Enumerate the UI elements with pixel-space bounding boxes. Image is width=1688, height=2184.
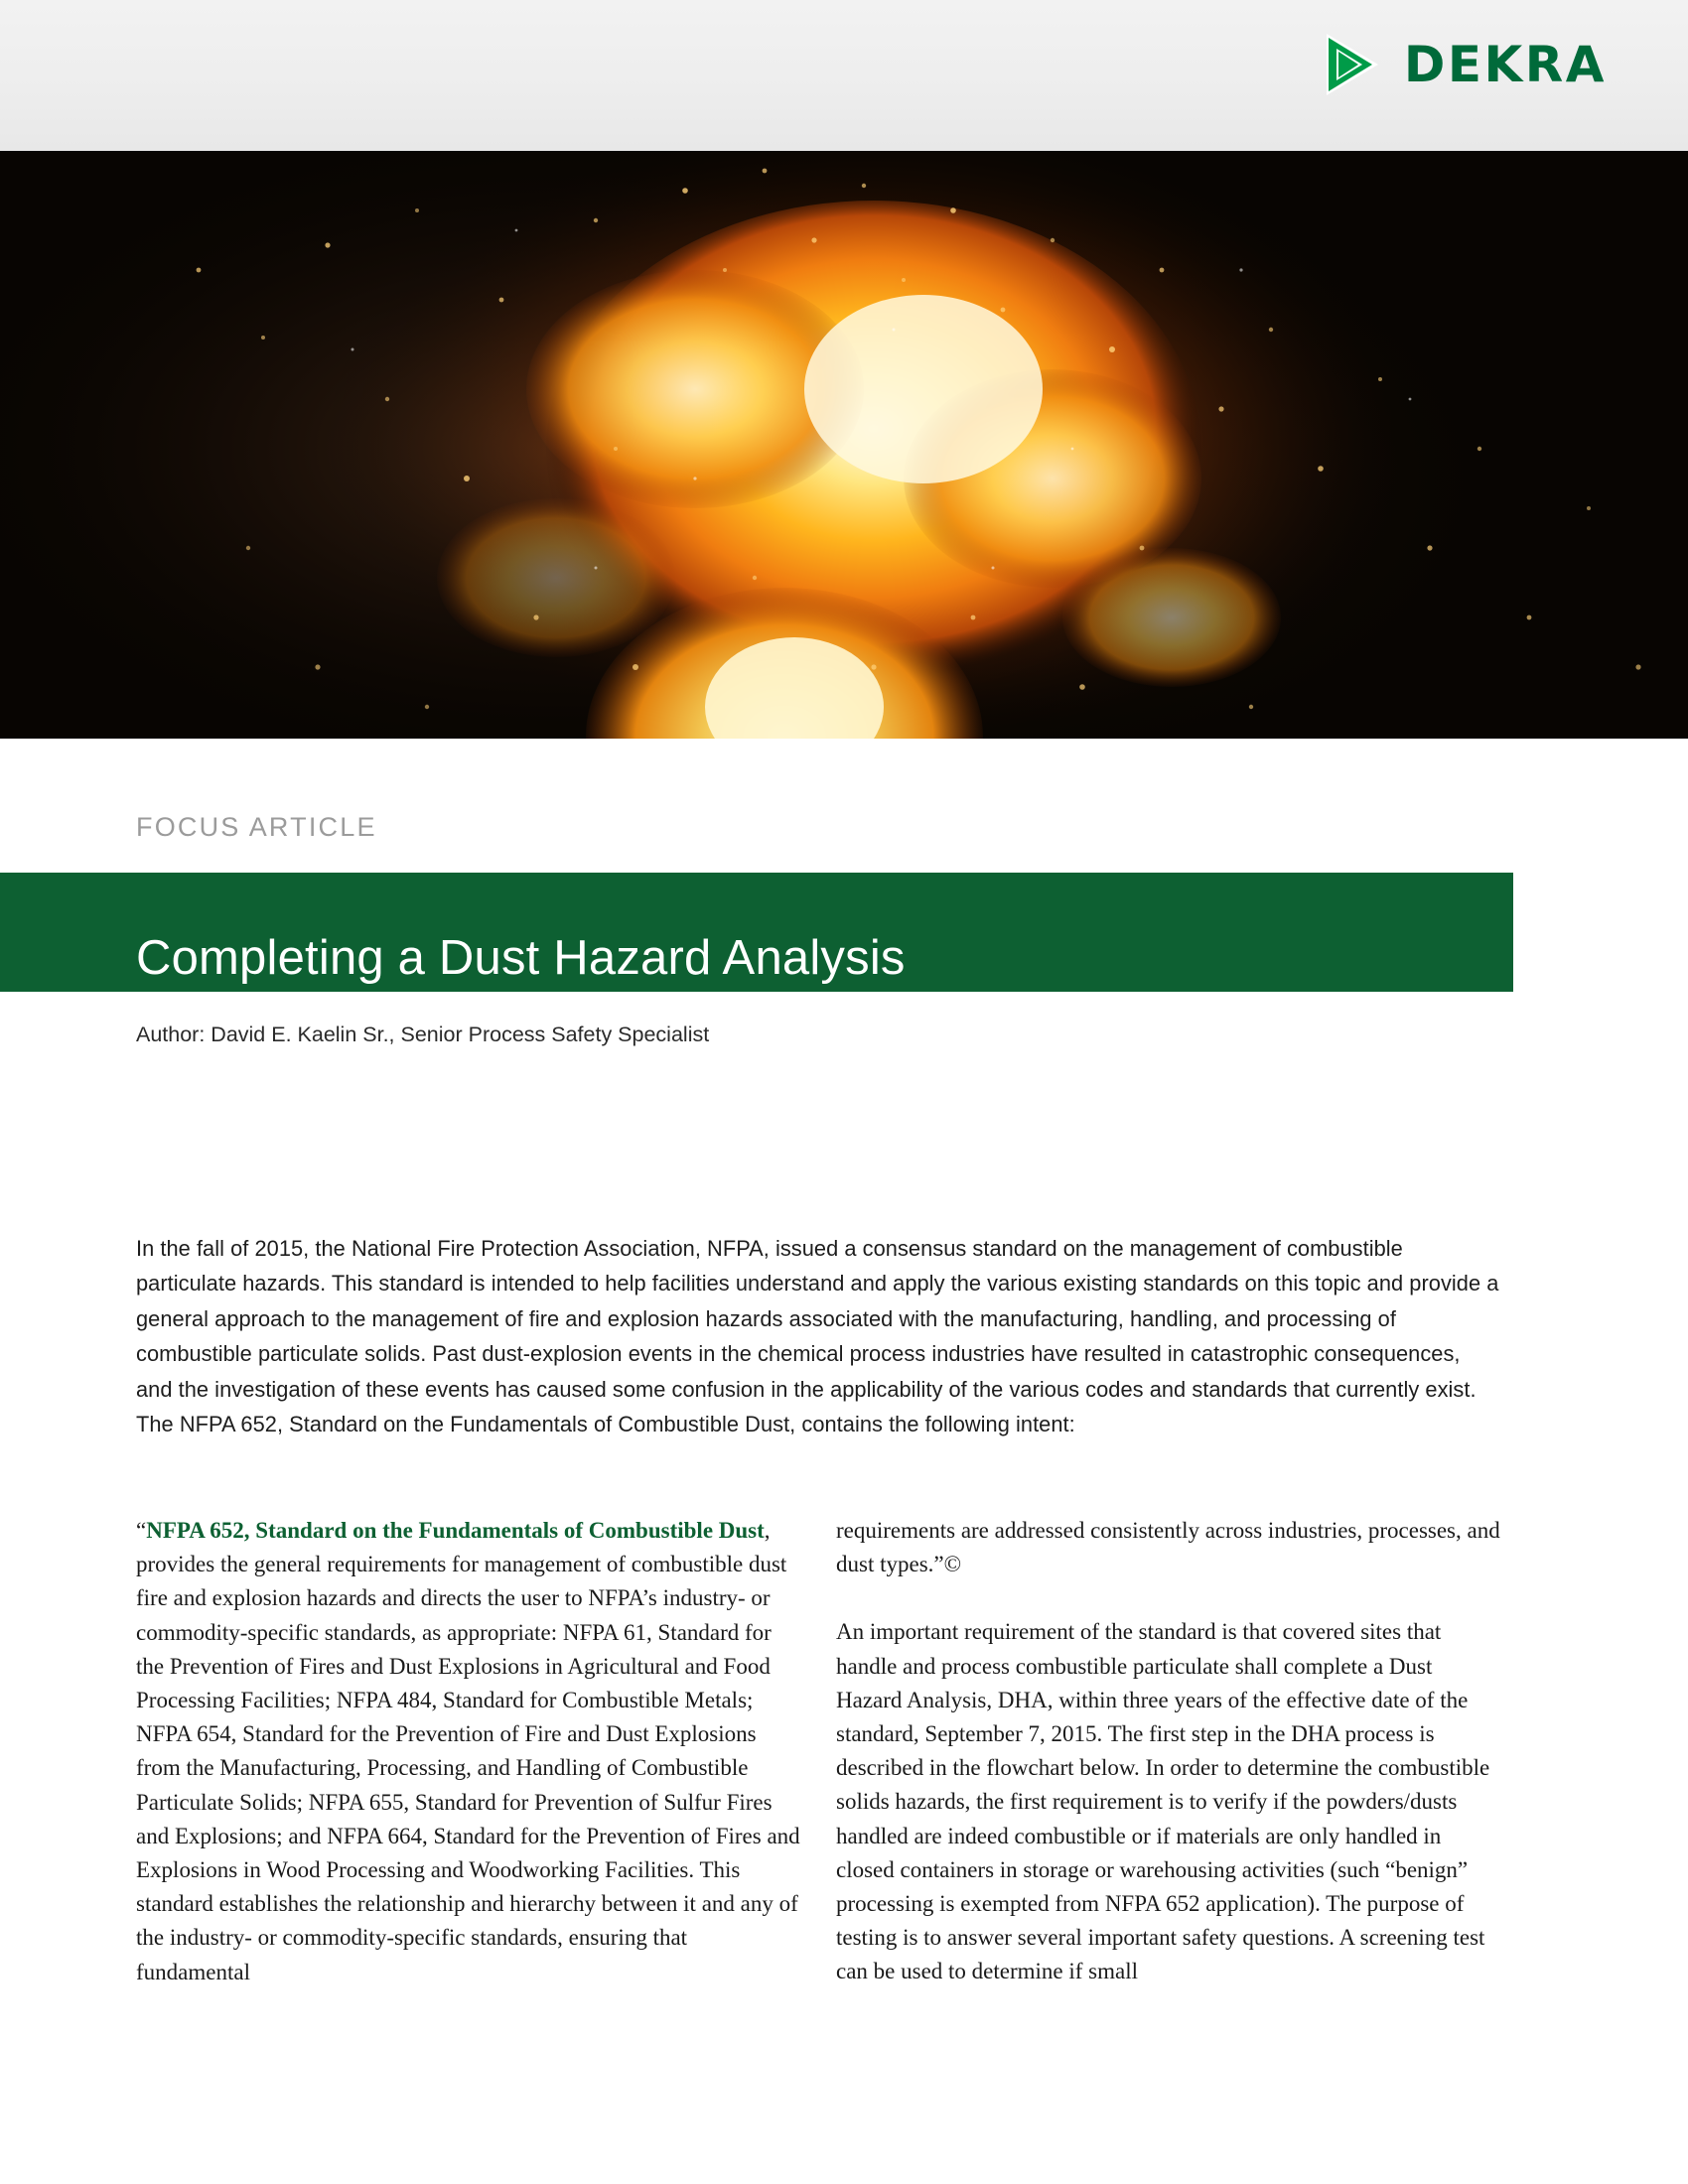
quote-body-text: , provides the general requirements for management of combustible dust fire and explosion hazards and directs the user to NFPA’s industry- or commodity-specific standards, as appropriate: NFPA 61, Standard for the Prevention of Fires and Dust Explosions in Agricultural and Food Processing Facilities; NFPA 484, Standard for Combustible Metals; NFPA 654, Standard for the Prevention of Fire and Dust Explosions from the Manufacturing, Processing, and Handling of Combustible Particulate Solids; NFPA 655, Standard for Prevention of Sulfur Fires and Explosions; and NFPA 664, Standard for the Prevention of Fires and Explosions in Wood Processing and Woodworking Facilities. This standard establishes the relationship and hierarchy between it and any of the industry- or commodity-specific standards, ensuring that fundamental — [136, 1518, 800, 1984]
quote-open-mark: “ — [136, 1518, 147, 1543]
brand-logo — [1323, 32, 1607, 97]
author-byline: Author: David E. Kaelin Sr., Senior Process Safety Specialist — [136, 1023, 710, 1046]
hero-image — [0, 151, 1688, 739]
brand-logo-text: DEKRA — [1403, 36, 1607, 93]
dust-explosion-illustration — [0, 151, 1688, 739]
page-header — [0, 0, 1688, 151]
quote-standard-name: NFPA 652, Standard on the Fundamentals of Combustible Dust — [146, 1518, 765, 1543]
dekra-triangle-logo-icon — [1323, 32, 1382, 97]
body-columns — [136, 1514, 1501, 1989]
body-column-right — [836, 1514, 1501, 1989]
page-title: Completing a Dust Hazard Analysis — [136, 930, 906, 985]
intro-paragraph: In the fall of 2015, the National Fire Protection Association, NFPA, issued a consensus standard on the management of combustible particulate hazards. This standard is intended to help facilities understand and apply the various existing standards on this topic and provide a general approach to the management of fire and explosion hazards associated with the manufacturing, handling, and processing of combustible particulate solids. Past dust-explosion events in the chemical process industries have resulted in catastrophic consequences, and the investigation of these events has caused some confusion in the applicability of the various codes and standards that currently exist. The NFPA 652, Standard on the Fundamentals of Combustible Dust, contains the following intent: — [136, 1235, 1499, 1437]
body-column-left — [136, 1514, 801, 1989]
article-kicker: FOCUS ARTICLE — [136, 812, 377, 842]
dha-requirement-paragraph: An important requirement of the standard is that covered sites that handle and process combustible particulate shall complete a Dust Hazard Analysis, DHA, within three years of the effective date of the standard, September 7, 2015. The first step in the DHA process is described in the flowchart below. In order to determine the combustible solids hazards, the first requirement is to verify if the powders/dusts handled are indeed combustible or if materials are only handled in closed containers in storage or warehousing activities (such “benign” processing is exempted from NFPA 652 application). The purpose of testing is to answer several important safety questions. A screening test can be used to determine if small — [836, 1619, 1490, 1984]
quote-paragraph — [136, 1514, 801, 1989]
quote-continuation-paragraph: requirements are addressed consistently across industries, processes, and dust types.”© — [836, 1518, 1500, 1577]
